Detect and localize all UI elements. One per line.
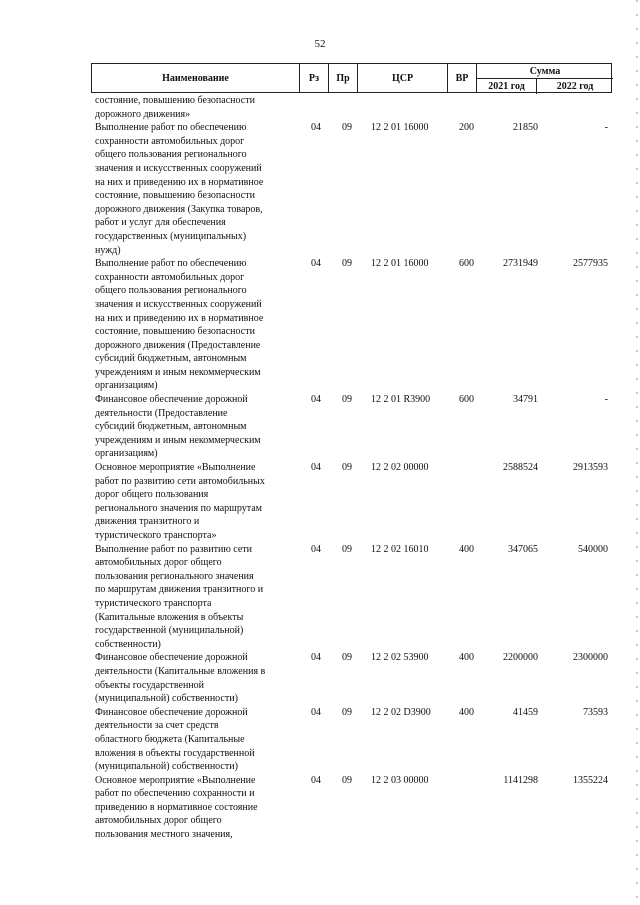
table-row — [0, 543, 640, 652]
table-row — [0, 94, 640, 121]
row-pr: 09 — [342, 706, 352, 718]
row-rz: 04 — [311, 543, 321, 555]
row-name: Финансовое обеспечение дорожной деятельности (Капитальные вложения в объекты государственной (муниципальной) собственности) — [95, 652, 266, 705]
row-name: Основное мероприятие «Выполнение работ по обеспечению сохранности и приведению в нормативное состояние автомобильных дорог общего пользования местного значения, — [95, 774, 258, 841]
row-rz: 04 — [311, 258, 321, 270]
page-number: 52 — [314, 38, 326, 50]
row-rz: 04 — [311, 652, 321, 664]
row-pr: 09 — [342, 122, 352, 134]
row-name: Основное мероприятие «Выполнение работ по развитию сети автомобильных дорог общего пользования регионального значения по маршрутам движения транзитного и туристического транспорта» — [95, 462, 265, 541]
row-csr: 12 2 03 00000 — [371, 774, 429, 786]
row-sum-2021: 41459 — [513, 706, 538, 718]
row-sum-2021: 2731949 — [503, 258, 538, 270]
header-sum-group — [477, 64, 613, 92]
row-pr: 09 — [342, 543, 352, 555]
header-year-2021: 2021 год — [477, 79, 537, 94]
row-name: Выполнение работ по обеспечению сохранности автомобильных дорог общего пользования регионального значения и искусственных сооружений на них и приведению их в нормативное состояние, повышению безопасности дорожного движения (Предоставление субсидий бюджетным, автономным учреждениям и иным некоммерческим организациям) — [95, 258, 264, 392]
table-row — [0, 257, 640, 393]
table-row — [0, 121, 640, 257]
row-vr: 600 — [459, 258, 474, 270]
row-vr: 600 — [459, 394, 474, 406]
table-row — [0, 774, 640, 842]
header-rz: Рз — [300, 64, 329, 92]
row-name: Финансовое обеспечение дорожной деятельности за счет средств областного бюджета (Капитальные вложения в объекты государственной (муниципальной) собственности) — [95, 706, 255, 773]
row-sum-2021: 21850 — [513, 122, 538, 134]
row-rz: 04 — [311, 462, 321, 474]
row-csr: 12 2 01 16000 — [371, 122, 429, 134]
table-body — [0, 94, 640, 842]
row-sum-2021: 34791 — [513, 394, 538, 406]
row-sum-2022: - — [604, 122, 608, 134]
row-vr: 200 — [459, 122, 474, 134]
row-sum-2021: 2200000 — [503, 652, 538, 664]
row-sum-2021: 347065 — [508, 543, 538, 555]
row-pr: 09 — [342, 394, 352, 406]
header-vr: ВР — [448, 64, 477, 92]
header-year-2022: 2022 год — [556, 81, 594, 92]
row-rz: 04 — [311, 394, 321, 406]
row-sum-2022: 2913593 — [573, 462, 608, 474]
row-pr: 09 — [342, 462, 352, 474]
header-pr: Пр — [329, 64, 358, 92]
row-csr: 12 2 01 R3900 — [371, 394, 431, 406]
header-csr: ЦСР — [358, 64, 448, 92]
row-name: Выполнение работ по развитию сети автомобильных дорог общего пользования регионального значения по маршрутам движения транзитного и туристического транспорта (Капитальные вложения в объекты государственной (муниципальной) собственности) — [95, 543, 264, 650]
row-sum-2022: 2300000 — [573, 652, 608, 664]
row-sum-2022: 73593 — [583, 706, 608, 718]
row-csr: 12 2 02 53900 — [371, 652, 429, 664]
row-csr: 12 2 01 16000 — [371, 258, 429, 270]
row-pr: 09 — [342, 652, 352, 664]
row-sum-2021: 2588524 — [503, 462, 538, 474]
row-vr: 400 — [459, 706, 474, 718]
row-sum-2022: 2577935 — [573, 258, 608, 270]
row-csr: 12 2 02 16010 — [371, 543, 429, 555]
row-sum-2022: 540000 — [578, 543, 608, 555]
table-row — [0, 393, 640, 461]
table-row — [0, 651, 640, 705]
header-sum: Сумма — [477, 64, 613, 79]
row-sum-2022: 1355224 — [573, 774, 608, 786]
row-name: Выполнение работ по обеспечению сохранности автомобильных дорог общего пользования регионального значения и искусственных сооружений на них и приведению их в нормативное состояние, повышению безопасности дорожного движения (Закупка товаров, работ и услуг для обеспечения государственных (муниципальных) нужд) — [95, 122, 264, 256]
row-name: состояние, повышению безопасности дорожного движения» — [95, 95, 255, 120]
row-rz: 04 — [311, 122, 321, 134]
header-name: Наименование — [92, 64, 300, 92]
row-rz: 04 — [311, 774, 321, 786]
table-header — [91, 63, 612, 93]
row-sum-2021: 1141298 — [503, 774, 538, 786]
row-vr: 400 — [459, 543, 474, 555]
row-pr: 09 — [342, 258, 352, 270]
row-sum-2022: - — [604, 394, 608, 406]
row-name: Финансовое обеспечение дорожной деятельности (Предоставление субсидий бюджетным, автономным учреждениям и иным некоммерческим организациям) — [95, 394, 261, 460]
row-rz: 04 — [311, 706, 321, 718]
row-csr: 12 2 02 00000 — [371, 462, 429, 474]
table-row — [0, 706, 640, 774]
table-row — [0, 461, 640, 543]
row-vr: 400 — [459, 652, 474, 664]
row-csr: 12 2 02 D3900 — [371, 706, 431, 718]
row-pr: 09 — [342, 774, 352, 786]
